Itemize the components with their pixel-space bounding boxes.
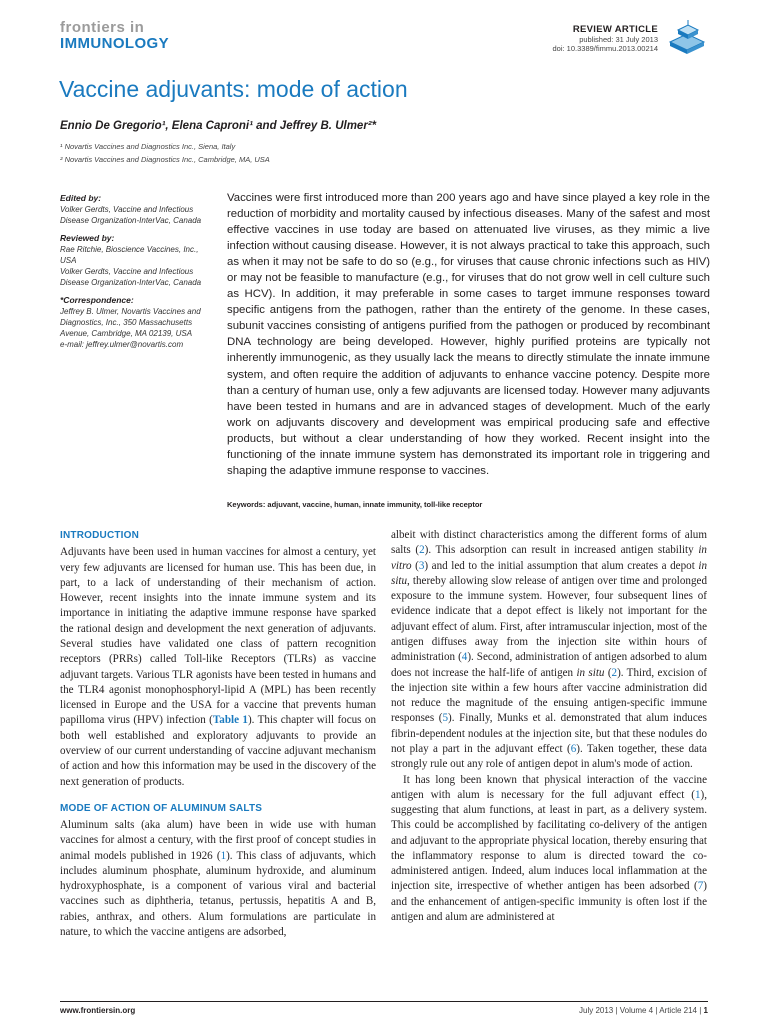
text-run: ). This chapter will focus on both well established and exploratory adjuvants to provide an overview of our current understanding of vaccine adjuvant mechanism of action and how this information may be used in the discovery of the next generation of products.: [60, 714, 376, 788]
logo-line1: frontiers in: [60, 19, 145, 36]
ref-link-7[interactable]: 7: [697, 880, 704, 893]
italic-term: in vitro: [391, 544, 707, 572]
text-run: ) and led to the initial assumption that alum creates a depot: [424, 559, 699, 572]
ref-link-1b[interactable]: 1: [694, 788, 701, 801]
footer-issue: [579, 1006, 708, 1015]
footer-website[interactable]: www.frontiersin.org: [60, 1006, 136, 1015]
reviewer-1: Rae Ritchie, Bioscience Vaccines, Inc., USA: [60, 245, 199, 265]
ref-link-5[interactable]: 5: [442, 712, 448, 725]
ref-link-4[interactable]: 4: [461, 651, 468, 664]
text-run: ). Second, administration of antigen adsorbed to alum does not increase the half-life of antigen: [391, 651, 707, 679]
published-date: published: 31 July 2013: [579, 35, 658, 44]
article-type: REVIEW ARTICLE: [572, 24, 658, 35]
affiliation-1: ¹ Novartis Vaccines and Diagnostics Inc., Siena, Italy: [60, 142, 236, 151]
correspondence: Jeffrey B. Ulmer, Novartis Vaccines and Diagnostics, Inc., 350 Massachusetts Avenue, Cambridge, MA 02139, USA: [60, 307, 201, 338]
text-run: ). This class of adjuvants, which includes aluminum phosphate, aluminum hydroxide, and aluminum hydroxyphosphate, is a component of various viral and bacterial vaccines such as diphtheria, tetanus, pertussis, hepatitis A and B, rabies, anthrax, and others. Alum formulations are particulate in nature, to which the vaccine antigens are adsorbed,: [60, 849, 376, 939]
text-run: ), suggesting that alum functions, at least in part, as a delivery system. This could be accomplished by facilitating co-delivery of the antigen and adjuvant to the appropriate physical location, thereby ensuring that the inflammatory response to alum is directed toward the co-administered antigen. Indeed, alum induces local inflammation at the injection site, irrespective of whether antigen has been adsorbed (: [391, 788, 707, 893]
reviewer-2: Volker Gerdts, Vaccine and Infectious Disease Organization-InterVac, Canada: [60, 267, 202, 287]
doi: doi: 10.3389/fimmu.2013.00214: [552, 44, 658, 53]
article-meta: [553, 24, 659, 53]
ref-link-2b[interactable]: 2: [611, 666, 618, 679]
italic-term: in situ: [576, 666, 605, 679]
ref-link-1[interactable]: 1: [220, 849, 227, 862]
page-number: 1: [703, 1006, 708, 1015]
text-run: , thereby allowing slow release of antigen over time and prolonged exposure to the immune system. However, four subsequent lines of evidence indicate that a depot effect is likely not important for the adjuvant effect of alum. First, after intramuscular injection, most of the antigen diffuses away from the injection site within hours of administration (: [391, 574, 707, 664]
edited-by: Volker Gerdts, Vaccine and Infectious Disease Organization-InterVac, Canada: [60, 205, 202, 225]
journal-logo: [60, 20, 169, 52]
editorial-sidebar: [60, 193, 210, 350]
affiliation-2: ² Novartis Vaccines and Diagnostics Inc., Cambridge, MA, USA: [60, 155, 270, 164]
abstract: Vaccines were first introduced more than 200 years ago and have since played a key role in the reduction of morbidity and mortality caused by infectious diseases. Many of the safest and most effective vaccines in use today are based on attenuated live viruses, as they mimic a live infection without causing disease. However, it is not always practical to take this approach, such as when it may not be safe to do so (e.g., for viruses that cause chronic infections such as HIV) or may not be feasible to manufacture (e.g., for viruses that do not grow well in cell culture such as HCV). In addition, it may preferable in some cases to target immune responses toward specific antigens from the pathogen, rather than the entirety of the genome. In these cases, subunit vaccines consisting of antigens purified from the pathogen or produced by recombinant DNA technology are being developed. However, highly purified proteins are typically not inherently immunogenic, as they usually lack the means to directly stimulate the innate immune system, and often require the addition of adjuvants to enhance vaccine potency. Despite more than a century of human use, only a few adjuvants are licensed today. However many adjuvants have been tested in humans and are in advanced stages of development. Much of the early work on adjuvants discovery and development was empirical producing safe and effective products, but without a clear understanding of how they worked. Recent insight into the functioning of the innate immune system has demonstrated its important role in triggering and shaping the adaptive immune response to vaccines.: [227, 192, 710, 477]
body-column-right: [391, 528, 707, 925]
ref-link-3[interactable]: 3: [418, 559, 425, 572]
text-run: albeit with distinct characteristics among the different forms of alum salts (: [391, 529, 707, 557]
text-run: Aluminum salts (aka alum) have been in wide use with human vaccines for almost a century, with the first proof of concept studies in animal models published in 1926 (: [60, 819, 376, 862]
text-run: ). This adsorption can result in increased antigen stability: [424, 544, 699, 557]
text-run: It has long been known that physical interaction of the vaccine antigen with alum is necessary for the full adjuvant effect (: [391, 773, 707, 801]
ref-link-6[interactable]: 6: [570, 742, 577, 755]
text-run: ). Third, excision of the injection site within a few hours after vaccine administration did not reduce the magnitude of the ensuing antigen-specific immune responses (: [391, 666, 708, 725]
text-run: Adjuvants have been used in human vaccines for almost a century, yet very few adjuvants are licensed for human use. This has been due, in part, to a lack of understanding of their mechanism of action. However, recent insights into the innate immune system and its importance in initiating the adaptive immune response have sparked the rational design and development the next generation of adjuvants. Several studies have validated one class of pattern recognition receptors (PRRs) called Toll-like Receptors (TLRs) as vaccine adjuvant targets. Various TLR agonists have been tested in humans and the TLR4 agonist monophosphoryl-lipid A (MPL) has been recently licensed in Europe and the USA for a vaccine that prevents human papilloma virus (HPV) infection (: [60, 546, 376, 727]
article-title: Vaccine adjuvants: mode of action: [59, 76, 408, 102]
email-link[interactable]: e-mail: jeffrey.ulmer@novartis.com: [60, 340, 184, 349]
body-column-left: [60, 528, 376, 940]
logo-line2: IMMUNOLOGY: [60, 35, 169, 52]
ref-link-2[interactable]: 2: [419, 544, 425, 557]
text-run: (: [604, 666, 612, 679]
correspondence-label: *Correspondence:: [60, 295, 134, 305]
text-run: (: [411, 559, 419, 572]
authors: Ennio De Gregorio¹, Elena Caproni¹ and Jeffrey B. Ulmer²*: [60, 120, 377, 132]
keywords: Keywords: adjuvant, vaccine, human, innate immunity, toll-like receptor: [227, 500, 483, 509]
edited-by-label: Edited by:: [60, 193, 102, 203]
alum-paragraph: [60, 818, 376, 940]
affiliations: [60, 140, 270, 166]
depot-paragraph: [391, 528, 707, 773]
intro-paragraph: [60, 545, 376, 790]
section-heading-alum: MODE OF ACTION OF ALUMINUM SALTS: [60, 802, 263, 814]
text-run: ) and the enhancement of antigen-specific immunity is often lost if the antigen and alum are administered at: [391, 880, 707, 924]
text-run: ). Finally, Munks et al. demonstrated that alum induces fibrin-dependent nodules at the injection site, but that these nodules do not play a part in the adjuvant effect (: [391, 712, 707, 755]
table-1-link[interactable]: Table 1: [212, 714, 248, 727]
delivery-paragraph: [391, 773, 707, 926]
journal-cube-icon: [666, 18, 708, 56]
reviewed-by-label: Reviewed by:: [60, 233, 115, 243]
issue-info: July 2013 | Volume 4 | Article 214 |: [579, 1006, 702, 1015]
text-run: ). Taken together, these data strongly rule out any role of antigen depot in alum's mode of action.: [391, 742, 707, 771]
italic-term: in situ: [391, 559, 708, 587]
section-heading-introduction: INTRODUCTION: [60, 530, 140, 541]
footer-rule: [60, 1001, 708, 1002]
